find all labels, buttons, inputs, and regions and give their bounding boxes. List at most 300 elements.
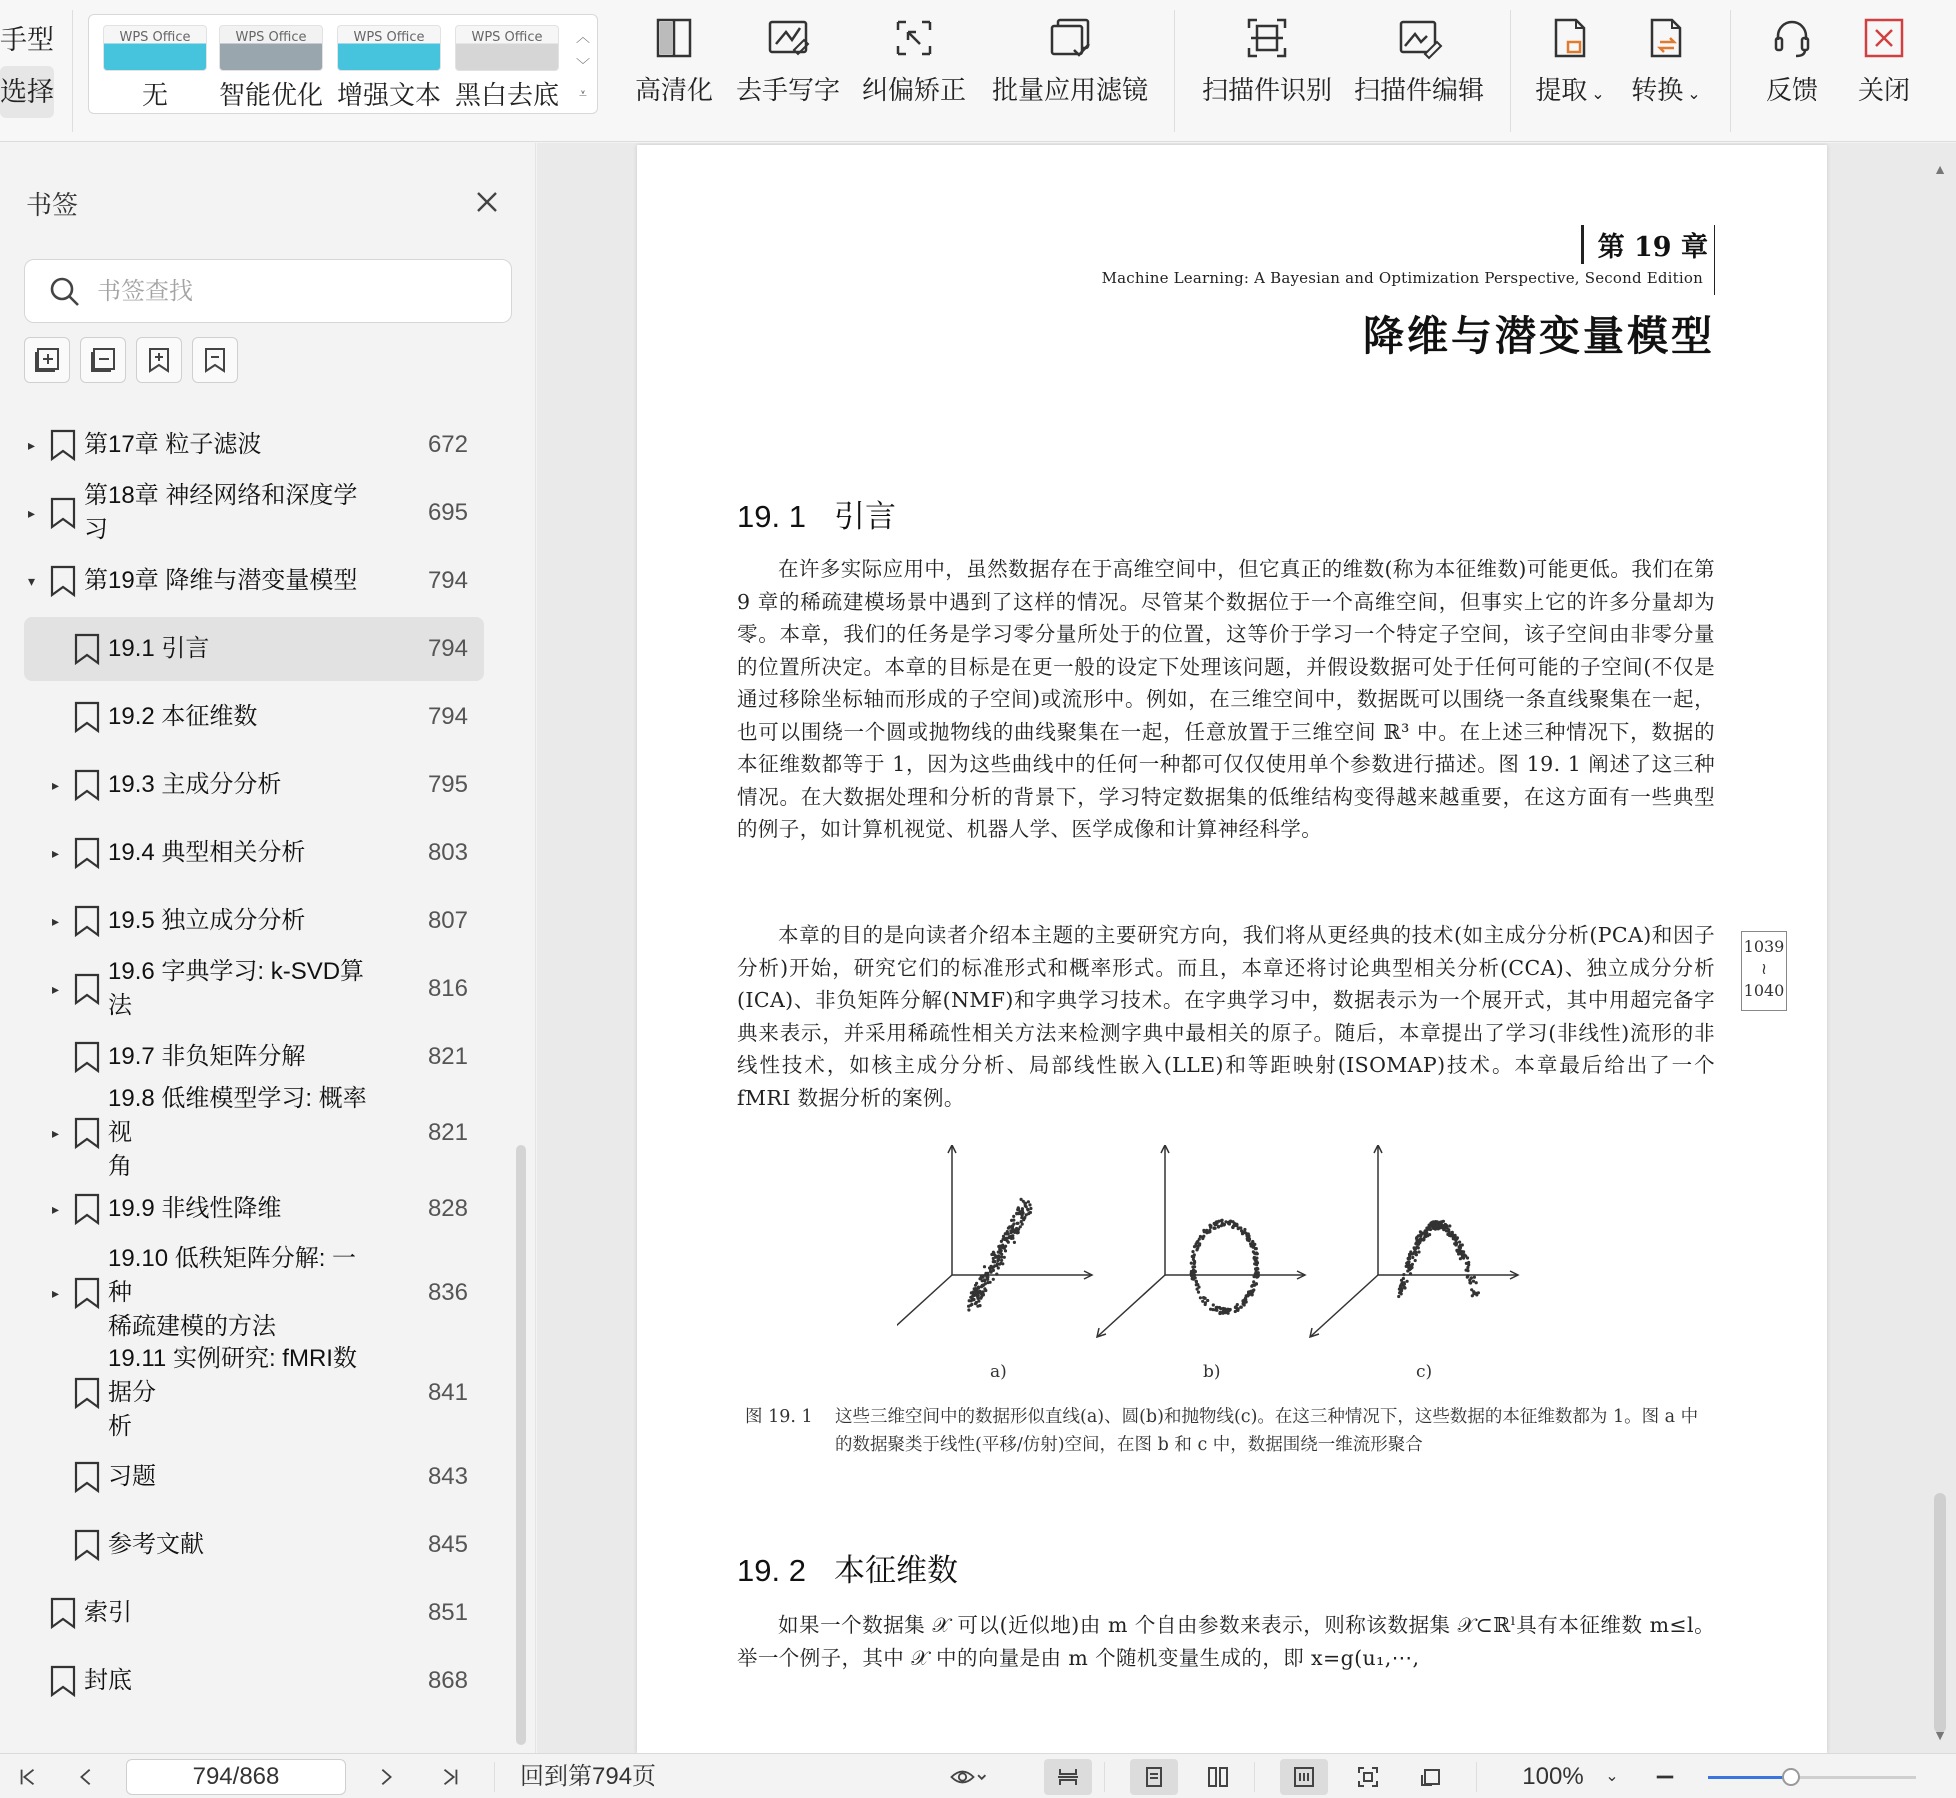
bookmark-label xyxy=(108,1242,374,1344)
page-number-field[interactable]: 794/868 xyxy=(126,1759,346,1795)
tool-label: 关闭 xyxy=(1857,75,1910,105)
tool-label: 扫描件识别 xyxy=(1201,75,1332,105)
batch-filter-button[interactable] xyxy=(990,14,1150,107)
bookmark-item[interactable] xyxy=(24,1025,484,1089)
expand-arrow-icon[interactable]: ▸ xyxy=(28,505,36,521)
bookmark-page-number: 672 xyxy=(427,431,468,458)
data-point xyxy=(1016,1229,1019,1232)
bookmark-page-number: 803 xyxy=(427,839,468,866)
data-point xyxy=(992,1251,995,1254)
data-point xyxy=(1417,1234,1420,1237)
continuous-view-button[interactable] xyxy=(1044,1759,1092,1795)
data-point xyxy=(1202,1235,1205,1238)
collapse-all-button[interactable] xyxy=(80,337,126,383)
deskew-icon xyxy=(890,14,938,62)
data-point xyxy=(1222,1307,1225,1310)
data-point xyxy=(1403,1283,1406,1286)
data-point xyxy=(1440,1224,1443,1227)
tool-label xyxy=(1532,70,1608,107)
fit-page-button[interactable] xyxy=(1344,1759,1392,1795)
last-page-icon[interactable] xyxy=(430,1760,470,1794)
data-point xyxy=(968,1299,971,1302)
two-page-icon xyxy=(1206,1765,1230,1789)
data-point xyxy=(1253,1275,1256,1278)
filter-scroll[interactable] xyxy=(575,23,591,107)
bookmark-page-number: 821 xyxy=(427,1043,468,1070)
bookmark-label-line: 第17章 粒子滤波 xyxy=(84,431,262,458)
data-point xyxy=(1255,1276,1258,1279)
y-axis xyxy=(897,1275,952,1337)
bookmark-page-number: 794 xyxy=(427,703,468,730)
data-point xyxy=(1000,1249,1003,1252)
bookmark-label xyxy=(108,1192,374,1226)
bookmark-item[interactable] xyxy=(24,1245,484,1341)
document-scrollbar[interactable] xyxy=(1924,143,1956,1753)
data-point xyxy=(1197,1286,1200,1289)
bookmark-label xyxy=(108,700,374,734)
data-point xyxy=(1414,1259,1417,1262)
expand-arrow-icon[interactable]: ▸ xyxy=(52,777,60,793)
first-page-icon[interactable] xyxy=(8,1760,48,1794)
data-point xyxy=(1463,1253,1466,1256)
expand-all-icon xyxy=(33,346,61,374)
data-point xyxy=(1192,1278,1195,1281)
data-point xyxy=(1209,1224,1212,1227)
data-point xyxy=(1255,1260,1258,1263)
filter-label: 无 xyxy=(141,80,168,110)
panel-label: a) xyxy=(990,1362,1007,1382)
y-axis xyxy=(1310,1275,1378,1337)
bookmark-label-line: 索引 xyxy=(84,1599,132,1626)
data-point xyxy=(1459,1244,1462,1247)
next-page-icon[interactable] xyxy=(366,1760,406,1794)
data-point xyxy=(1024,1204,1027,1207)
tool-label xyxy=(1628,70,1704,107)
data-point xyxy=(1419,1230,1422,1233)
fit-width-button[interactable] xyxy=(1280,1759,1328,1795)
add-bookmark-icon xyxy=(145,346,173,374)
filter-thumbnail xyxy=(337,25,441,71)
data-point xyxy=(1021,1223,1024,1226)
caption-text: 这些三维空间中的数据形似直线(a)、圆(b)和抛物线(c)。在这三种情况下，这些数据的本征维数都为 1。图 a 中的数据聚类于线性(平移/仿射)空间，在图 b 和 c 中，数据围绕一维流形聚合 xyxy=(835,1407,1699,1455)
data-point xyxy=(1007,1236,1010,1239)
data-point xyxy=(1243,1303,1246,1306)
data-point xyxy=(1417,1243,1420,1246)
batch-filter-icon xyxy=(1046,14,1094,62)
data-point xyxy=(977,1287,980,1290)
data-point xyxy=(1247,1293,1250,1296)
data-point xyxy=(1015,1212,1018,1215)
data-point xyxy=(1430,1221,1433,1224)
bookmark-label xyxy=(84,479,374,547)
data-point xyxy=(1240,1306,1243,1309)
fit-page-icon xyxy=(1356,1765,1380,1789)
data-point xyxy=(1475,1281,1478,1284)
data-point xyxy=(1213,1222,1216,1225)
tool-label: 扫描件编辑 xyxy=(1353,75,1484,105)
data-point xyxy=(1199,1296,1202,1299)
add-bookmark-button[interactable] xyxy=(136,337,182,383)
data-point xyxy=(1217,1225,1220,1228)
bookmark-search-input[interactable] xyxy=(97,270,497,314)
hand-select-group xyxy=(0,0,66,142)
remove-bookmark-icon xyxy=(201,346,229,374)
paragraph: 本章的目的是向读者介绍本主题的主要研究方向，我们将从更经典的技术(如主成分分析(PCA)和因子分析)开始，研究它们的标准形式和概率形式。而且，本章还将讨论典型相关分析(CCA)、独立成分分析(ICA)、非负矩阵分解(NMF)和字典学习技术。在字典学习中，数据表示为一个展开式，其中用超完备字典来表示，并采用稀疏性相关方法来检测字典中最相关的原子。随后，本章提出了学习(非线性)流形的非线性技术，如核主成分分析、局部线性嵌入(LLE)和等距映射(ISOMAP)技术。本章最后给出了一个 fMRI 数据分析的案例。 xyxy=(737,923,1715,1110)
data-point xyxy=(1453,1242,1456,1245)
bookmark-panel xyxy=(0,143,536,1753)
data-point xyxy=(995,1273,998,1276)
bookmark-label xyxy=(108,1342,374,1444)
extract-button[interactable] xyxy=(1532,14,1608,107)
bookmark-item[interactable] xyxy=(24,617,484,681)
divider xyxy=(1104,1762,1105,1792)
filter-smart-optimize[interactable] xyxy=(215,25,327,112)
data-point xyxy=(997,1266,1000,1269)
zoom-level[interactable]: 100% xyxy=(1522,1763,1584,1790)
eye-icon xyxy=(948,1766,988,1788)
bookmark-icon xyxy=(72,836,102,870)
hd-button[interactable] xyxy=(628,14,720,107)
data-point xyxy=(973,1287,976,1290)
section-title: 本征维数 xyxy=(833,1553,958,1588)
data-point xyxy=(1195,1283,1198,1286)
data-point xyxy=(1411,1256,1414,1259)
close-icon[interactable] xyxy=(470,185,504,219)
expand-arrow-icon[interactable]: ▸ xyxy=(52,913,60,929)
bookmark-label-line: 19.10 低秩矩阵分解: 一种 xyxy=(108,1245,357,1306)
data-point xyxy=(1440,1221,1443,1224)
toolbar-ribbon xyxy=(0,0,1956,142)
convert-icon xyxy=(1642,14,1690,62)
zoom-out-icon[interactable] xyxy=(1650,1760,1680,1794)
bookmark-label xyxy=(84,1664,374,1698)
y-axis xyxy=(1097,1275,1165,1337)
data-point xyxy=(1214,1227,1217,1230)
data-point xyxy=(1191,1250,1194,1253)
data-point xyxy=(1245,1234,1248,1237)
bookmark-page-number: 851 xyxy=(427,1599,468,1626)
prev-page-icon[interactable] xyxy=(66,1760,106,1794)
divider xyxy=(1476,1762,1477,1792)
tool-label: 纠偏矫正 xyxy=(862,75,967,105)
bookmark-label-line: 19.8 低维模型学习: 概率视 xyxy=(108,1085,367,1146)
convert-button[interactable] xyxy=(1628,14,1704,107)
bookmark-label-line: 习题 xyxy=(108,1463,156,1490)
data-point xyxy=(1448,1224,1451,1227)
data-point xyxy=(1010,1219,1013,1222)
select-tool-button[interactable]: 选择 xyxy=(0,66,54,118)
bookmark-item[interactable] xyxy=(24,413,484,477)
bookmark-label-line: 析 xyxy=(108,1413,132,1440)
data-point xyxy=(1004,1249,1007,1252)
bookmark-icon xyxy=(48,1664,78,1698)
scroll-thumb[interactable] xyxy=(1934,1493,1946,1733)
data-point xyxy=(1451,1234,1454,1237)
data-point xyxy=(977,1300,980,1303)
bookmark-icon xyxy=(48,564,78,598)
bookmark-icon xyxy=(72,1192,102,1226)
data-point xyxy=(993,1254,996,1257)
bookmark-page-number: 816 xyxy=(427,975,468,1002)
data-point xyxy=(1444,1223,1447,1226)
data-point xyxy=(983,1287,986,1290)
paragraph: 在许多实际应用中，虽然数据存在于高维空间中，但它真正的维数(称为本征维数)可能更低。我们在第 9 章的稀疏建模场景中遇到了这样的情况。尽管某个数据位于一个高维空间，但事实上它的许多分量却为零。本章，我们的任务是学习零分量所处于的位置，这等价于学习一个特定子空间，该子空间由非零分量的位置所决定。本章的目标是在更一般的设定下处理该问题，并假设数据可处于任何可能的子空间(不仅是通过移除坐标轴而形成的子空间)或流形中。例如，在三维空间中，数据既可以围绕一条直线聚集在一起，也可以围绕一个圆或抛物线的曲线聚集在一起，任意放置于三维空间 ℝ³ 中。在上述三种情况下，数据的本征维数都等于 1，因为这些曲线中的任何一种都可仅仅使用单个参数进行描述。图 19. 1 阐述了这三种情况。在大数据处理和分析的背景下，学习特定数据集的低维结构变得越来越重要，在这方面有一些典型的例子，如计算机视觉、机器人学、医学成像和计算神经科学。 xyxy=(737,557,1715,841)
thumb-text: WPS Office xyxy=(119,30,191,45)
bookmark-label-line: 19.3 主成分分析 xyxy=(108,771,282,798)
section-heading xyxy=(737,1545,958,1590)
bookmark-item[interactable] xyxy=(24,1177,484,1241)
data-point xyxy=(986,1277,989,1280)
data-point xyxy=(1237,1227,1240,1230)
figure-3d-manifolds xyxy=(897,1145,1577,1395)
data-point xyxy=(1249,1242,1252,1245)
data-point xyxy=(1466,1269,1469,1272)
expand-arrow-icon[interactable]: ▸ xyxy=(52,1125,60,1141)
bookmark-icon xyxy=(72,1528,102,1562)
bookmark-label xyxy=(108,1460,374,1494)
bookmark-icon xyxy=(48,428,78,462)
bookmark-item[interactable] xyxy=(24,1649,484,1713)
bookmark-icon xyxy=(72,1276,102,1310)
expand-all-button[interactable] xyxy=(24,337,70,383)
data-point xyxy=(1013,1241,1016,1244)
scan-edit-icon xyxy=(1395,14,1443,62)
bookmark-item[interactable] xyxy=(24,1085,484,1180)
data-point xyxy=(1417,1246,1420,1249)
data-point xyxy=(980,1295,983,1298)
bookmark-page-number: 841 xyxy=(427,1379,468,1406)
data-point xyxy=(967,1305,970,1308)
bookmark-label xyxy=(84,428,374,462)
deskew-button[interactable] xyxy=(862,14,966,107)
data-point xyxy=(1252,1280,1255,1283)
expand-arrow-icon[interactable]: ▸ xyxy=(28,437,36,453)
filter-thumbnail xyxy=(455,25,559,71)
bookmark-page-number: 821 xyxy=(427,1119,468,1146)
data-point xyxy=(1403,1286,1406,1289)
extract-icon xyxy=(1546,14,1594,62)
bookmark-icon xyxy=(72,1460,102,1494)
bookmark-icon xyxy=(72,768,102,802)
data-point xyxy=(1459,1257,1462,1260)
thumb-text: WPS Office xyxy=(353,30,425,45)
data-point xyxy=(1417,1250,1420,1253)
data-point xyxy=(1001,1246,1004,1249)
zoom-slider-fill xyxy=(1708,1776,1791,1779)
remove-handwriting-button[interactable] xyxy=(736,14,840,107)
divider xyxy=(1510,10,1511,132)
bookmark-item[interactable] xyxy=(24,957,484,1021)
data-point xyxy=(1006,1230,1009,1233)
data-point xyxy=(1233,1222,1236,1225)
bookmark-label-line: 第19章 降维与潜变量模型 xyxy=(84,567,358,594)
bookmark-item[interactable] xyxy=(24,753,484,817)
data-point xyxy=(1212,1303,1215,1306)
data-point xyxy=(992,1278,995,1281)
data-point xyxy=(1196,1248,1199,1251)
data-point xyxy=(1254,1267,1257,1270)
bookmark-page-number: 794 xyxy=(427,635,468,662)
chevron-down-icon: ⌄ xyxy=(1591,86,1605,103)
divider xyxy=(494,1762,495,1792)
data-point xyxy=(1442,1228,1445,1231)
data-point xyxy=(1257,1272,1260,1275)
expand-arrow-icon[interactable]: ▸ xyxy=(52,845,60,861)
data-point xyxy=(1027,1212,1030,1215)
section-number: 19. 1 xyxy=(737,499,806,534)
bookmark-item[interactable] xyxy=(24,1513,484,1577)
scroll-down-icon[interactable]: ▼ xyxy=(1933,1727,1947,1743)
data-point xyxy=(981,1279,984,1282)
tool-label: 反馈 xyxy=(1765,75,1818,105)
filter-thumbnail xyxy=(219,25,323,71)
expand-arrow-icon[interactable]: ▸ xyxy=(52,1201,60,1217)
bookmark-item[interactable] xyxy=(24,1581,484,1645)
expand-arrow-icon[interactable]: ▸ xyxy=(52,981,60,997)
zoom-slider-knob[interactable] xyxy=(1782,1768,1800,1786)
bookmark-label-line: 封底 xyxy=(84,1667,132,1694)
data-point xyxy=(989,1270,992,1273)
chevron-down-icon[interactable]: ⌄ xyxy=(1605,1768,1619,1785)
data-point xyxy=(1022,1200,1025,1203)
scroll-up-icon[interactable]: ▲ xyxy=(1933,161,1947,177)
data-point xyxy=(996,1262,999,1265)
data-point xyxy=(1475,1292,1478,1295)
data-point xyxy=(1191,1265,1194,1268)
bookmark-page-number: 836 xyxy=(427,1279,468,1306)
goto-page-link[interactable]: 回到第794页 xyxy=(520,1763,657,1790)
bookmark-page-number: 828 xyxy=(427,1195,468,1222)
bookmark-icon xyxy=(72,700,102,734)
feedback-button[interactable] xyxy=(1762,14,1822,107)
data-point xyxy=(1224,1309,1227,1312)
data-point xyxy=(1469,1281,1472,1284)
data-point xyxy=(1192,1258,1195,1261)
bookmark-label-line: 19.9 非线性降维 xyxy=(108,1195,282,1222)
data-point xyxy=(1000,1259,1003,1262)
document-viewport xyxy=(537,143,1956,1753)
chapter-number: 第 19 章 xyxy=(1581,225,1715,264)
bookmark-item[interactable] xyxy=(24,889,484,953)
scan-edit-button[interactable] xyxy=(1352,14,1486,107)
bookmark-label-line: 角 xyxy=(108,1153,132,1180)
data-point xyxy=(1198,1238,1201,1241)
data-point xyxy=(1190,1262,1193,1265)
section-number: 19. 2 xyxy=(737,1553,806,1588)
data-point xyxy=(1420,1238,1423,1241)
bookmark-label-line: 19.2 本征维数 xyxy=(108,703,258,730)
data-point xyxy=(984,1272,987,1275)
bookmark-search xyxy=(24,259,512,323)
rotate-button[interactable] xyxy=(1408,1759,1456,1795)
data-point xyxy=(1413,1250,1416,1253)
data-point xyxy=(1462,1250,1465,1253)
data-point xyxy=(1408,1257,1411,1260)
bookmark-item[interactable] xyxy=(24,685,484,749)
data-point xyxy=(1203,1297,1206,1300)
bookmark-label-line: 19.5 独立成分分析 xyxy=(108,907,306,934)
data-point xyxy=(1397,1295,1400,1298)
data-point xyxy=(1253,1257,1256,1260)
bookmark-item[interactable] xyxy=(24,1445,484,1509)
expand-icon[interactable]: ⩡ xyxy=(579,85,587,101)
bookmark-item[interactable] xyxy=(24,821,484,885)
tool-label: 批量应用滤镜 xyxy=(991,75,1148,105)
bookmark-page-number: 807 xyxy=(427,907,468,934)
bookmark-label xyxy=(84,564,374,598)
data-point xyxy=(1017,1208,1020,1211)
tool-label: 去手写字 xyxy=(736,75,841,105)
bookmark-item[interactable] xyxy=(24,549,484,613)
data-point xyxy=(1255,1282,1258,1285)
chevron-down-icon[interactable]: ﹀ xyxy=(576,57,590,73)
bookmark-label xyxy=(108,768,374,802)
close-button[interactable] xyxy=(1854,14,1914,107)
bookmark-icon xyxy=(72,904,102,938)
bookmark-label-line: 19.4 典型相关分析 xyxy=(108,839,306,866)
data-point xyxy=(1409,1272,1412,1275)
eye-mode-button[interactable] xyxy=(938,1760,998,1794)
filter-label: 增强文本 xyxy=(336,80,441,110)
filter-none[interactable] xyxy=(99,25,211,112)
hand-tool-button[interactable]: 手型 xyxy=(0,25,54,55)
data-point xyxy=(1228,1222,1231,1225)
data-point xyxy=(1231,1226,1234,1229)
collapse-arrow-icon[interactable]: ▾ xyxy=(28,573,36,589)
divider xyxy=(1174,10,1175,132)
data-point xyxy=(967,1308,970,1311)
data-point xyxy=(1411,1263,1414,1266)
filter-enhance-text[interactable] xyxy=(333,25,445,112)
filter-bw-remove-bg[interactable] xyxy=(451,25,563,112)
margin-note-bottom: 1040 xyxy=(1743,981,1785,1000)
data-point xyxy=(1247,1238,1250,1241)
data-point xyxy=(1235,1305,1238,1308)
extract-label: 提取 xyxy=(1535,75,1588,105)
data-point xyxy=(1400,1292,1403,1295)
data-point xyxy=(1255,1247,1258,1250)
bookmark-page-number: 845 xyxy=(427,1531,468,1558)
pdf-page xyxy=(637,145,1827,1753)
bookmark-page-number: 843 xyxy=(427,1463,468,1490)
bookmark-item[interactable] xyxy=(24,1345,484,1441)
bookmark-item[interactable] xyxy=(24,481,484,545)
panel-title: 书签 xyxy=(26,190,79,220)
data-point xyxy=(1004,1245,1007,1248)
zoom-slider[interactable] xyxy=(1708,1776,1916,1779)
divider xyxy=(1730,10,1731,132)
bookmark-page-number: 695 xyxy=(427,499,468,526)
running-head-rule xyxy=(1714,259,1715,295)
data-point xyxy=(997,1256,1000,1259)
two-page-button[interactable] xyxy=(1194,1759,1242,1795)
remove-bookmark-button[interactable] xyxy=(192,337,238,383)
expand-arrow-icon[interactable]: ▸ xyxy=(52,1285,60,1301)
convert-label: 转换 xyxy=(1631,75,1684,105)
headset-icon xyxy=(1768,14,1816,62)
data-point xyxy=(1426,1228,1429,1231)
sidebar-scrollbar[interactable] xyxy=(516,1145,526,1745)
data-point xyxy=(975,1282,978,1285)
single-page-button[interactable] xyxy=(1130,1759,1178,1795)
data-point xyxy=(1191,1271,1194,1274)
data-point xyxy=(1011,1225,1014,1228)
chapter-title: 降维与潜变量模型 xyxy=(1363,312,1715,360)
data-point xyxy=(1466,1266,1469,1269)
data-point xyxy=(1252,1288,1255,1291)
scan-recognize-button[interactable] xyxy=(1200,14,1334,107)
chevron-up-icon[interactable]: ︿ xyxy=(576,29,590,45)
